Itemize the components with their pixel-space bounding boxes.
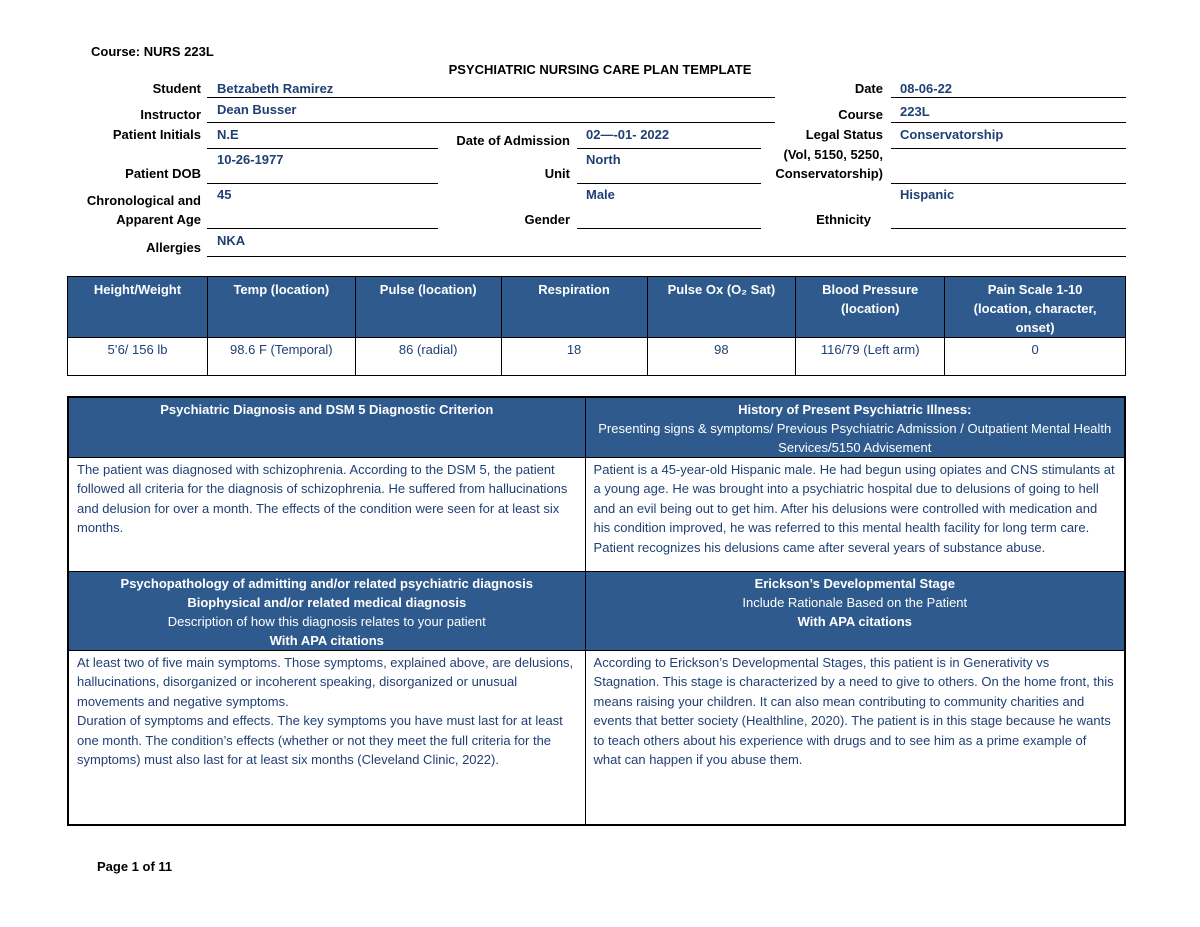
psychopathology-text-symptoms: At least two of five main symptoms. Those symptoms, explained above, are delusions, hallucinations, disorganized or incoherent speaking, disorganized or unusual movements and negative symptoms.	[77, 655, 574, 709]
vitals-temp: 98.6 F (Temporal)	[207, 338, 355, 376]
admission-label: Date of Admission	[456, 133, 570, 148]
instructor-underline	[207, 122, 775, 123]
history-header	[585, 397, 1125, 458]
legal-status-value: Conservatorship	[900, 127, 1004, 142]
patient-initials-value: N.E	[217, 127, 239, 142]
vitals-pulse: 86 (radial)	[355, 338, 501, 376]
student-value: Betzabeth Ramirez	[217, 81, 334, 96]
vitals-respiration: 18	[501, 338, 647, 376]
vitals-header-temp: Temp (location)	[207, 277, 355, 338]
legal-extra-underline	[891, 183, 1126, 184]
erickson-header-apa: With APA citations	[797, 614, 912, 629]
ethnicity-label: Ethnicity	[816, 212, 871, 227]
date-value: 08-06-22	[900, 81, 953, 96]
legal-status-label: Legal Status	[805, 127, 883, 142]
vitals-header-pulse: Pulse (location)	[355, 277, 501, 338]
instructor-label: Instructor	[140, 107, 201, 122]
student-underline	[207, 97, 775, 98]
date-underline	[891, 97, 1126, 98]
history-header-title: History of Present Psychiatric Illness:	[738, 402, 972, 417]
allergies-label: Allergies	[146, 240, 201, 255]
psychopathology-text	[68, 651, 585, 825]
vitals-header-blood-pressure: Blood Pressure (location)	[796, 277, 945, 338]
allergies-underline	[207, 256, 1126, 257]
age-label-2: Apparent Age	[116, 212, 201, 227]
patient-initials-label: Patient Initials	[112, 127, 201, 142]
psychopathology-header	[68, 572, 585, 651]
patient-initials-underline	[207, 148, 438, 149]
history-text: Patient is a 45-year-old Hispanic male. He had begun using opiates and CNS stimulants at a young age. He was brought into a psychiatric hospital due to delusions of going to hell and an evil being out to get him. After his delusions were controlled with medication and his condition improved, he was referred to this mental health facility for long term care. Patient recognizes his delusions came after several years of substance abuse.	[585, 458, 1125, 572]
erickson-text: According to Erickson’s Developmental Stages, this patient is in Generativity vs Stagnation. This stage is characterized by a need to give to others. On the home front, this means raising your children. It can also mean contributing to community charities and events that better society (Healthline, 2020). The patient is in this stage because he wants to teach others about his experience with drugs and to see him as a prime example of what can happen if you abuse them.	[585, 651, 1125, 825]
legal-status-underline	[891, 148, 1126, 149]
course-header: Course: NURS 223L	[91, 44, 214, 59]
allergies-value: NKA	[217, 233, 246, 248]
history-header-subtitle: Presenting signs & symptoms/ Previous Psychiatric Admission / Outpatient Mental Health Services/5150 Advisement	[598, 421, 1112, 455]
vitals-header-pulse-ox: Pulse Ox (O₂ Sat)	[647, 277, 796, 338]
dob-underline	[207, 183, 438, 184]
psychopathology-text-duration: Duration of symptoms and effects. The key symptoms you have must last for at least one month. The condition’s effects (whether or not they meet the full criteria for the symptoms) must also last for at least six months (Cleveland Clinic, 2022).	[77, 713, 563, 768]
ethnicity-value: Hispanic	[900, 187, 955, 202]
vitals-header-respiration: Respiration	[501, 277, 647, 338]
vitals-height-weight: 5’6/ 156 lb	[68, 338, 208, 376]
course-value: 223L	[900, 104, 930, 119]
age-value: 45	[217, 187, 232, 202]
dob-label: Patient DOB	[125, 166, 201, 181]
vitals-value-row	[68, 338, 1126, 376]
vitals-header-row	[68, 277, 1126, 338]
diagnosis-header: Psychiatric Diagnosis and DSM 5 Diagnostic Criterion	[68, 397, 585, 458]
psychopathology-header-apa: With APA citations	[269, 633, 384, 648]
care-plan-table	[67, 396, 1126, 826]
dob-value: 10-26-1977	[217, 152, 284, 167]
page-title: PSYCHIATRIC NURSING CARE PLAN TEMPLATE	[448, 62, 752, 77]
page-number: Page 1 of 11	[97, 859, 173, 874]
course-underline	[891, 122, 1126, 123]
unit-value: North	[586, 152, 621, 167]
vitals-blood-pressure: 116/79 (Left arm)	[796, 338, 945, 376]
ethnicity-underline	[891, 228, 1126, 229]
vitals-pulse-ox: 98	[647, 338, 796, 376]
erickson-header-rationale: Include Rationale Based on the Patient	[742, 595, 968, 610]
gender-value: Male	[586, 187, 615, 202]
vitals-table	[67, 276, 1126, 376]
age-underline	[207, 228, 438, 229]
vitals-pain-scale: 0	[945, 338, 1126, 376]
psychopathology-header-description: Description of how this diagnosis relates to your patient	[167, 614, 486, 629]
student-label: Student	[152, 81, 201, 96]
psychopathology-header-biophysical: Biophysical and/or related medical diagnosis	[187, 595, 467, 610]
erickson-header	[585, 572, 1125, 651]
date-label: Date	[854, 81, 883, 96]
legal-status-hint: (Vol, 5150, 5250,	[783, 147, 883, 162]
course-label: Course	[838, 107, 883, 122]
unit-label: Unit	[544, 166, 570, 181]
diagnosis-text: The patient was diagnosed with schizophrenia. According to the DSM 5, the patient followed all criteria for the diagnosis of schizophrenia. He suffered from hallucinations and delusion for over a month. The effects of the condition were seen for at least six months.	[68, 458, 585, 572]
unit-underline	[577, 183, 761, 184]
vitals-header-height-weight: Height/Weight	[68, 277, 208, 338]
admission-value: 02—-01- 2022	[586, 127, 670, 142]
admission-underline	[577, 148, 761, 149]
psychopathology-header-title: Psychopathology of admitting and/or related psychiatric diagnosis	[120, 576, 533, 591]
gender-label: Gender	[524, 212, 570, 227]
vitals-header-pain-scale: Pain Scale 1-10 (location, character, onset)	[945, 277, 1126, 338]
erickson-header-title: Erickson’s Developmental Stage	[754, 576, 955, 591]
legal-status-hint-2: Conservatorship)	[775, 166, 883, 181]
instructor-value: Dean Busser	[217, 102, 297, 117]
age-label: Chronological and	[86, 193, 201, 208]
gender-underline	[577, 228, 761, 229]
